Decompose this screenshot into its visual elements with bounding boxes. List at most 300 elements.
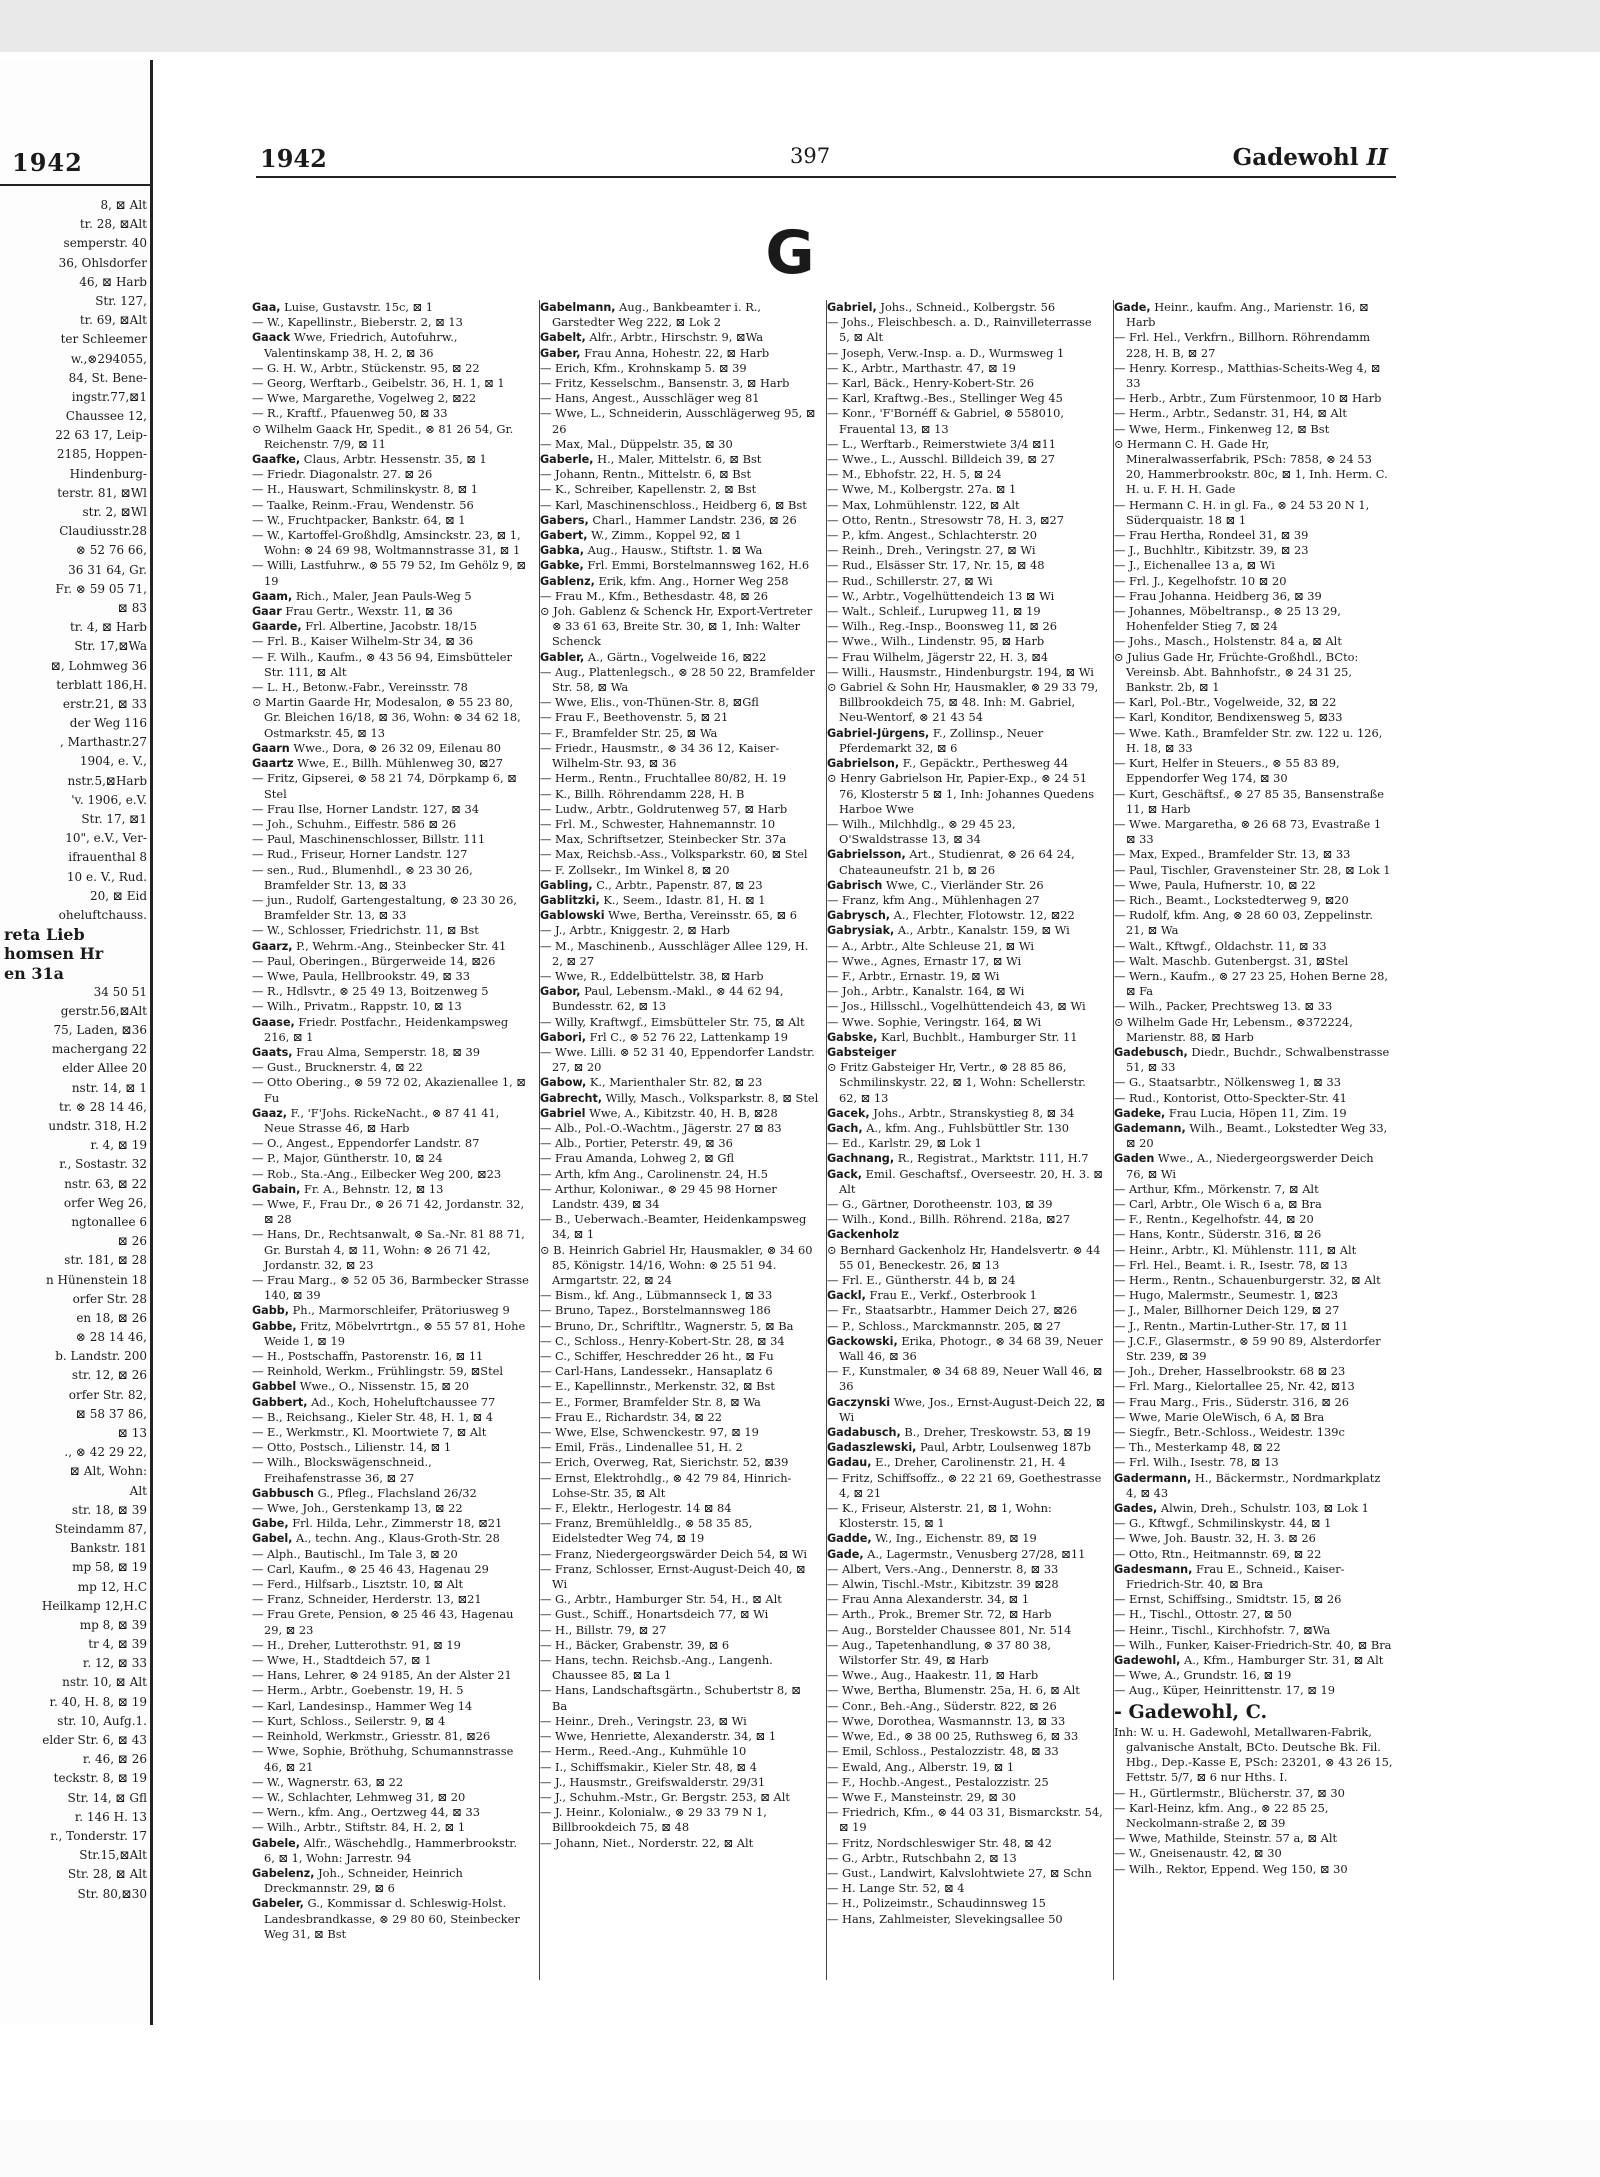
entry-details: — Wwe F., Mansteinstr. 29, ⊠ 30 — [827, 1789, 1017, 1804]
directory-entry — [252, 1440, 534, 1455]
column-4 — [1113, 300, 1396, 1980]
left-page-line: str. 12, ⊠ 26 — [71, 1368, 147, 1383]
directory-entry — [827, 1151, 1109, 1166]
entry-details: P., Wehrm.-Ang., Steinbecker Str. 41 — [292, 938, 507, 953]
directory-entry — [540, 650, 822, 665]
directory-entry — [252, 1562, 534, 1577]
directory-entry — [252, 604, 534, 619]
entry-details: R., Registrat., Marktstr. 111, H.7 — [894, 1151, 1089, 1166]
entry-details: — W., Arbtr., Vogelhüttendeich 13 ⊠ Wi — [827, 588, 1055, 603]
directory-entry — [540, 878, 822, 893]
left-page-line: ingstr.77,⊠1 — [71, 389, 147, 404]
directory-entry — [827, 1562, 1109, 1577]
directory-entry — [540, 558, 822, 573]
entry-details: — Franz, Schneider, Herderstr. 13, ⊠21 — [252, 1592, 482, 1607]
directory-entry — [1114, 999, 1396, 1014]
entry-surname: Gabka, — [540, 544, 584, 558]
directory-entry — [252, 1227, 534, 1273]
entry-details: — G., Kftwgf., Schmilinskystr. 44, ⊠ 1 — [1114, 1516, 1332, 1531]
entry-details: — Wwe, H., Stadtdeich 57, ⊠ 1 — [252, 1653, 432, 1668]
left-page-line: 34 50 51 — [93, 984, 147, 999]
entry-details: — Emil, Schloss., Pestalozzistr. 48, ⊠ 33 — [827, 1744, 1059, 1759]
entry-details: — W., Kartoffel-Großhdlg, Amsinckstr. 23, ⊠ 1, Wohn: ⊗ 24 69 98, Woltmannstrasse 31, ⊠ 1 — [252, 528, 521, 558]
entry-surname: Gablenz, — [540, 574, 595, 588]
left-page-line: 46, ⊠ Harb — [79, 274, 147, 289]
directory-entry — [540, 1501, 822, 1516]
directory-entry — [540, 1410, 822, 1425]
left-page-line: Str. 17,⊠Wa — [74, 639, 147, 654]
entry-surname: Gabsteiger — [827, 1045, 897, 1059]
entry-details: — Rob., Sta.-Ang., Eilbecker Weg 200, ⊠23 — [252, 1166, 502, 1181]
entry-details: — Friedrich, Kfm., ⊗ 44 03 31, Bismarckstr. 54, ⊠ 19 — [827, 1805, 1103, 1835]
directory-entry — [540, 482, 822, 497]
directory-entry — [827, 1395, 1109, 1425]
entry-surname: Gabow, — [540, 1076, 587, 1090]
entry-details: Frau E., Verkf., Osterbrook 1 — [865, 1288, 1037, 1303]
entry-details: — Kurt, Schloss., Seilerstr. 9, ⊠ 4 — [252, 1713, 446, 1728]
directory-entry — [827, 1623, 1109, 1638]
entry-details: — Konr., 'F'Bornéff & Gabriel, ⊗ 558010, Frauental 13, ⊠ 13 — [827, 406, 1065, 436]
directory-entry — [1114, 1410, 1396, 1425]
directory-entry — [252, 695, 534, 741]
directory-entry — [1114, 1623, 1396, 1638]
entry-details: — Wwe, Henriette, Alexanderstr. 34, ⊠ 1 — [540, 1729, 777, 1744]
entry-details: Wwe, A., Kibitzstr. 40, H. B, ⊠28 — [585, 1105, 778, 1120]
directory-entry — [540, 665, 822, 695]
directory-entry — [540, 437, 822, 452]
entry-details: F., 'F'Johs. RickeNacht., ⊗ 87 41 41, Neue Strasse 46, ⊠ Harb — [264, 1105, 500, 1135]
entry-details: — Fritz, Gipserei, ⊗ 58 21 74, Dörpkamp 6, ⊠ Stel — [252, 771, 517, 801]
entry-details: — Franz, Schlosser, Ernst-August-Deich 40, ⊠ Wi — [540, 1561, 806, 1592]
directory-entry — [1114, 361, 1396, 391]
entry-details: — Franz, Niedergeorgswärder Deich 54, ⊠ Wi — [540, 1546, 808, 1561]
entry-details: — Rich., Beamt., Lockstedterweg 9, ⊠20 — [1114, 892, 1349, 907]
directory-entry — [827, 756, 1109, 771]
entry-details: — Heinr., Dreh., Veringstr. 23, ⊠ Wi — [540, 1713, 747, 1728]
directory-entry — [827, 1790, 1109, 1805]
directory-entry — [827, 634, 1109, 649]
entry-details: — Wern., Kaufm., ⊗ 27 23 25, Hohen Berne 28, ⊠ Fa — [1114, 968, 1389, 999]
entry-surname: Gabrysiak, — [827, 924, 895, 938]
entry-surname: Gaa, — [252, 301, 281, 314]
left-page-line: ⊠, Lohmweg 36 — [50, 658, 147, 673]
directory-entry — [827, 1744, 1109, 1759]
entry-surname: Gaar — [252, 605, 282, 619]
entry-details: Alfr., Arbtr., Hirschstr. 9, ⊠Wa — [585, 330, 764, 345]
left-page-line: elder Allee 20 — [62, 1061, 147, 1076]
entry-details: — G., Gärtner, Dorotheenstr. 103, ⊠ 39 — [827, 1196, 1053, 1211]
entry-details: H., Bäckermstr., Nordmarkplatz 4, ⊠ 43 — [1126, 1470, 1381, 1500]
entry-details: — Wwe, Paula, Hellbrookstr. 49, ⊠ 33 — [252, 968, 470, 983]
entry-details: — Frau M., Kfm., Bethesdastr. 48, ⊠ 26 — [540, 588, 768, 603]
directory-entry — [827, 406, 1109, 436]
entry-details: — Max, Exped., Bramfelder Str. 13, ⊠ 33 — [1114, 847, 1351, 862]
directory-entry — [1114, 1227, 1396, 1242]
entry-surname: Gabelenz, — [252, 1866, 315, 1880]
directory-entry — [1114, 1425, 1396, 1440]
directory-entry — [540, 1471, 822, 1501]
running-title-name: Gadewohl — [1232, 144, 1359, 171]
directory-page — [160, 100, 1420, 2020]
directory-entry — [827, 939, 1109, 954]
directory-entry — [540, 695, 822, 710]
entry-details: — Wwe. Lilli. ⊗ 52 31 40, Eppendorfer Landstr. 27, ⊠ 20 — [540, 1044, 815, 1075]
entry-details: — Wwe, Joh. Baustr. 32, H. 3. ⊠ 26 — [1114, 1531, 1316, 1546]
entry-surname: Gaam, — [252, 589, 293, 603]
entry-surname: Gablowski — [540, 909, 605, 923]
entry-details: — J., Eichenallee 13 a, ⊠ Wi — [1114, 558, 1275, 573]
directory-entry — [252, 1167, 534, 1182]
entry-surname: Gablitzki, — [540, 893, 600, 907]
entry-details: — E., Werkmstr., Kl. Moortwiete 7, ⊠ Alt — [252, 1425, 487, 1440]
directory-entry — [827, 1896, 1109, 1911]
directory-entry — [252, 391, 534, 406]
entry-details: — J., Buchhltr., Kibitzstr. 39, ⊠ 23 — [1114, 543, 1309, 558]
directory-entry — [252, 1668, 534, 1683]
entry-surname: Gaase, — [252, 1015, 295, 1029]
directory-entry — [827, 1197, 1109, 1212]
left-page-line: w.,⊗294055, — [70, 351, 147, 366]
directory-entry — [827, 1167, 1109, 1197]
directory-entry — [1114, 1531, 1396, 1546]
directory-entry — [540, 1091, 822, 1106]
entry-details: — Wwe, Herm., Finkenweg 12, ⊠ Bst — [1114, 421, 1330, 436]
directory-entry — [540, 543, 822, 558]
directory-entry — [540, 1121, 822, 1136]
entry-surname: Gabel, — [252, 1532, 293, 1546]
left-page-line: terstr. 81, ⊠Wl — [57, 485, 147, 500]
directory-entry — [827, 1607, 1109, 1622]
directory-entry — [540, 467, 822, 482]
entry-surname: Gades, — [1114, 1502, 1158, 1516]
directory-entry — [252, 589, 534, 604]
entry-details: — H., Bäcker, Grabenstr. 39, ⊠ 6 — [540, 1637, 730, 1652]
entry-surname: Gadabusch, — [827, 1426, 901, 1440]
entry-surname: Gadermann, — [1114, 1471, 1192, 1485]
directory-entry — [1114, 422, 1396, 437]
entry-details: — Frl. J., Kegelhofstr. 10 ⊠ 20 — [1114, 573, 1287, 588]
entry-surname: Gaarz, — [252, 939, 293, 953]
left-page-line: Str. 127, — [95, 293, 147, 308]
directory-entry — [1114, 330, 1396, 360]
directory-entry — [827, 1015, 1109, 1030]
entry-surname: Gabske, — [827, 1030, 878, 1044]
directory-entry — [252, 1197, 534, 1227]
entry-details: — Gust., Schiff., Honartsdeich 77, ⊠ Wi — [540, 1607, 769, 1622]
entry-details: — Karl, Bäck., Henry-Kobert-Str. 26 — [827, 376, 1034, 391]
entry-details: ⊙ Wilhelm Gaack Hr, Spedit., ⊗ 81 26 54, Gr. Reichenstr. 7/9, ⊠ 11 — [252, 421, 514, 451]
left-neighbour-page — [0, 60, 153, 2025]
left-page-line: ⊠ 13 — [117, 1426, 147, 1440]
entry-details: — H., Polizeimstr., Schaudinnsweg 15 — [827, 1896, 1046, 1911]
directory-entry — [1114, 1364, 1396, 1379]
directory-entry — [540, 893, 822, 908]
directory-entry — [252, 467, 534, 482]
entry-details: — Paul, Maschinenschlosser, Billstr. 111 — [252, 832, 486, 847]
entry-details: — W., Schlachter, Lehmweg 31, ⊠ 20 — [252, 1789, 466, 1804]
directory-entry — [1114, 710, 1396, 725]
directory-entry — [1114, 1243, 1396, 1258]
entry-details: Paul, Arbtr, Loulsenweg 187b — [916, 1440, 1091, 1455]
directory-entry — [1114, 498, 1396, 528]
entry-details: — Wwe, Joh., Gerstenkamp 13, ⊠ 22 — [252, 1501, 463, 1516]
directory-entry — [252, 406, 534, 421]
firm-line: — H., Gürtlermstr., Blücherstr. 37, ⊠ 30 — [1114, 1785, 1345, 1800]
entry-surname: Gaaz, — [252, 1106, 288, 1120]
directory-entry — [827, 1440, 1109, 1455]
directory-entry — [252, 1592, 534, 1607]
entry-details: — Conr., Beh.-Ang., Süderstr. 822, ⊠ 26 — [827, 1698, 1057, 1713]
entry-details: — Hermann C. H. in gl. Fa., ⊗ 24 53 20 N 1, Süderquaistr. 18 ⊠ 1 — [1114, 497, 1370, 527]
entry-surname: Gaack — [252, 331, 291, 345]
entry-details: — P., Major, Güntherstr. 10, ⊠ 24 — [252, 1151, 443, 1166]
directory-entry — [252, 619, 534, 634]
directory-entry — [540, 1683, 822, 1713]
directory-entry — [1114, 908, 1396, 938]
directory-entry — [1114, 726, 1396, 756]
entry-details: — Ernst, Schiffsing., Smidtstr. 15, ⊠ 26 — [1114, 1592, 1342, 1607]
left-page-lines — [2, 196, 150, 1904]
directory-entry — [827, 1760, 1109, 1775]
entry-details: — Ludw., Arbtr., Goldrutenweg 57, ⊠ Harb — [540, 801, 788, 816]
entry-details: ⊙ Hermann C. H. Gade Hr, Mineralwasserfabrik, PSch: 7858, ⊗ 24 53 20, Hammerbrookstr. 80c, ⊠ 1, Inh. Herm. C. H. u. F. H. H. Gade — [1114, 436, 1388, 497]
entry-surname: Gabbusch — [252, 1486, 314, 1500]
directory-entry — [252, 1729, 534, 1744]
entry-details: Aug., Bankbeamter i. R., Garstedter Weg 222, ⊠ Lok 2 — [552, 300, 762, 330]
entry-details: ⊙ Joh. Gablenz & Schenck Hr, Export-Vertreter ⊗ 33 61 63, Breite Str. 30, ⊠ 1, Inh: Walter Schenck — [540, 604, 813, 649]
running-title-volume: II — [1366, 144, 1388, 171]
left-page-line: r. 146 H. 13 — [74, 1809, 147, 1824]
entry-details: Wwe, E., Billh. Mühlenweg 30, ⊠27 — [293, 756, 504, 771]
entry-details: — Fritz, Nordschleswiger Str. 48, ⊠ 42 — [827, 1835, 1052, 1850]
firm-line: Inh: W. u. H. Gadewohl, Metallwaren-Fabrik, galvanische Anstalt, BCto. Deutsche Bk. Fil. Hbg., Dep.-Kasse E, PSch: 23201, ⊗ 43 26 15, Fettstr. 5/7, ⊠ 6 nur Hths. I. — [1114, 1724, 1393, 1785]
directory-entry — [827, 1273, 1109, 1288]
entry-details: ⊙ Martin Gaarde Hr, Modesalon, ⊗ 55 23 80, Gr. Bleichen 16/18, ⊠ 36, Wohn: ⊗ 34 62 18, Ostmarkstr. 45, ⊠ 13 — [252, 695, 521, 740]
entry-details: — Wwe, Paula, Hufnerstr. 10, ⊠ 22 — [1114, 877, 1316, 892]
entry-details: — Herm., Arbtr., Sedanstr. 31, H4, ⊠ Alt — [1114, 406, 1347, 421]
entry-details: Ad., Koch, Hoheluftchaussee 77 — [307, 1394, 496, 1409]
directory-entry — [540, 1212, 822, 1242]
entry-details: Alfr., Wäschehdlg., Hammerbrookstr. 6, ⊠ 1, Wohn: Jarrestr. 94 — [264, 1835, 518, 1865]
entry-details: — Gust., Landwirt, Kalvslohtwiete 27, ⊠ Schn — [827, 1865, 1092, 1880]
directory-entry — [540, 787, 822, 802]
entry-details: — Wilh., Privatm., Rappstr. 10, ⊠ 13 — [252, 999, 462, 1014]
entry-details: — C., Schiffer, Heschredder 26 ht., ⊠ Fu — [540, 1349, 774, 1364]
entry-surname: Gaber, — [540, 346, 581, 360]
entry-details: — Wwe, Else, Schwenckestr. 97, ⊠ 19 — [540, 1425, 759, 1440]
directory-entry — [252, 1577, 534, 1592]
entry-details: — Frl. Wilh., Isestr. 78, ⊠ 13 — [1114, 1455, 1279, 1470]
directory-entry — [252, 1182, 534, 1197]
directory-entry — [827, 680, 1109, 726]
directory-entry — [1114, 863, 1396, 878]
entry-details: — jun., Rudolf, Gartengestaltung, ⊗ 23 30 26, Bramfelder Str. 13, ⊠ 33 — [252, 892, 518, 923]
firm-line: — Wwe, Mathilde, Steinstr. 57 a, ⊠ Alt — [1114, 1831, 1338, 1846]
entry-details: G., Pfleg., Flachsland 26/32 — [313, 1485, 477, 1500]
directory-entry — [252, 1607, 534, 1637]
entry-details: — Albert, Vers.-Ang., Dennerstr. 8, ⊠ 33 — [827, 1561, 1059, 1576]
directory-entry — [540, 1790, 822, 1805]
entry-details: — Wwe, L., Schneiderin, Ausschlägerweg 95, ⊠ 26 — [540, 406, 816, 436]
directory-entry — [540, 863, 822, 878]
entry-details: — Franz, Bremühleldlg., ⊗ 58 35 85, Eidelstedter Weg 74, ⊠ 19 — [540, 1516, 753, 1546]
entry-details: Erik, kfm. Ang., Horner Weg 258 — [594, 573, 789, 588]
directory-entry — [252, 1820, 534, 1835]
directory-entry — [252, 650, 534, 680]
entry-details: — Joh., Arbtr., Kanalstr. 164, ⊠ Wi — [827, 984, 1025, 999]
entry-details: — Herm., Rentn., Schauenburgerstr. 32, ⊠ Alt — [1114, 1273, 1381, 1287]
left-page-line: mp 8, ⊠ 39 — [79, 1617, 147, 1632]
entry-details: Frl. Albertine, Jacobstr. 18/15 — [301, 619, 477, 634]
left-page-line: tr. 69, ⊠Alt — [79, 313, 147, 328]
directory-entry — [540, 1836, 822, 1851]
entry-details: — Aug., Tapetenhandlung, ⊗ 37 80 38, Wilstorfer Str. 49, ⊠ Harb — [827, 1637, 1052, 1668]
directory-entry — [827, 1866, 1109, 1881]
entry-details: E., Dreher, Carolinenstr. 21, H. 4 — [871, 1455, 1066, 1470]
entry-details: Frl. Emmi, Borstelmannsweg 162, H.6 — [583, 558, 810, 573]
entry-details: — Walt. Maschb. Gutenbergst. 31, ⊠Stel — [1114, 953, 1349, 968]
directory-entry — [827, 1455, 1109, 1470]
entry-details: — Wwe. Margaretha, ⊗ 26 68 73, Evastraße 1 ⊠ 33 — [1114, 816, 1382, 847]
directory-entry — [1114, 300, 1396, 330]
scan-bottom-band — [0, 2120, 1600, 2177]
entry-details: — Wwe. Kath., Bramfelder Str. zw. 122 u. 126, H. 18, ⊠ 33 — [1114, 725, 1383, 755]
entry-details: — Wern., kfm. Ang., Oertzweg 44, ⊠ 33 — [252, 1805, 480, 1820]
entry-surname: Gabb, — [252, 1304, 289, 1318]
entry-details: — K., Schreiber, Kapellenstr. 2, ⊠ Bst — [540, 482, 757, 497]
left-page-line: r. 12, ⊠ 33 — [82, 1656, 147, 1671]
directory-entry — [1114, 1592, 1396, 1607]
directory-entry — [540, 513, 822, 528]
entry-details: — Fritz, Kesselschm., Bansenstr. 3, ⊠ Harb — [540, 376, 790, 391]
left-page-year: 1942 — [12, 148, 83, 177]
entry-details: — L., Werftarb., Reimerstwiete 3/4 ⊠11 — [827, 436, 1057, 451]
entry-details: — Henry. Korresp., Matthias-Scheits-Weg 4, ⊠ 33 — [1114, 360, 1381, 391]
entry-details: Ph., Marmorschleifer, Prätoriusweg 9 — [289, 1303, 510, 1318]
left-page-line: oheluftchauss. — [58, 907, 147, 922]
directory-entry — [252, 498, 534, 513]
entry-details: — P., Schloss., Marckmannstr. 205, ⊠ 27 — [827, 1318, 1061, 1333]
entry-surname: Gade, — [1114, 301, 1151, 314]
directory-entry — [252, 1395, 534, 1410]
entry-details: — Carl, Kaufm., ⊗ 25 46 43, Hagenau 29 — [252, 1561, 489, 1576]
directory-entry — [540, 1106, 822, 1121]
entry-details: A., Kfm., Hamburger Str. 31, ⊠ Alt — [1180, 1653, 1384, 1668]
directory-entry — [1114, 437, 1396, 498]
directory-entry — [540, 1303, 822, 1318]
directory-entry — [252, 1015, 534, 1045]
directory-entry — [827, 619, 1109, 634]
directory-entry — [827, 923, 1109, 938]
directory-entry — [827, 1668, 1109, 1683]
directory-entry — [540, 1151, 822, 1166]
left-page-line: 36, Ohlsdorfer — [58, 255, 147, 270]
entry-surname: Gabor, — [540, 985, 581, 999]
directory-entry — [252, 513, 534, 528]
entry-details: ⊙ Gabriel & Sohn Hr, Hausmakler, ⊗ 29 33 79, Billbrookdeich 75, ⊠ 48. Inh: M. Gabriel, Neu-Wentorf, ⊗ 21 43 54 — [827, 680, 1099, 725]
entry-details: — Frau F., Beethovenstr. 5, ⊠ 21 — [540, 710, 729, 725]
entry-details: — Wwe., Aug., Haakestr. 11, ⊠ Harb — [827, 1668, 1039, 1683]
entry-details: — Frl. Hel., Verkfrn., Billhorn. Röhrendamm 228, H. B, ⊠ 27 — [1114, 330, 1371, 360]
left-page-line: str. 181, ⊠ 28 — [64, 1253, 147, 1268]
directory-entry — [1114, 1197, 1396, 1212]
directory-entry — [827, 1471, 1109, 1501]
directory-entry — [252, 756, 534, 771]
directory-entry — [252, 1455, 534, 1485]
directory-entry — [1114, 1258, 1396, 1273]
entry-details: — Frau Marg., Fris., Süderstr. 316, ⊠ 26 — [1114, 1394, 1349, 1409]
directory-entry — [827, 1714, 1109, 1729]
directory-entry — [540, 817, 822, 832]
directory-entry — [252, 832, 534, 847]
entry-details: — Rud., Friseur, Horner Landstr. 127 — [252, 847, 468, 862]
entry-details: B., Dreher, Treskowstr. 53, ⊠ 19 — [900, 1425, 1091, 1440]
directory-entry — [827, 1045, 1109, 1060]
entry-details: F., Gepäcktr., Perthesweg 44 — [899, 756, 1069, 771]
entry-details: — O., Angest., Eppendorfer Landstr. 87 — [252, 1136, 480, 1151]
entry-details: A., Lagermstr., Venusberg 27/28, ⊠11 — [863, 1546, 1086, 1561]
directory-entry — [1114, 1547, 1396, 1562]
directory-entry — [827, 1638, 1109, 1668]
entry-details: — Karl, Landesinsp., Hammer Weg 14 — [252, 1698, 473, 1713]
entry-details: — E., Kapellinnstr., Merkenstr. 32, ⊠ Bst — [540, 1379, 775, 1394]
entry-details: — Wwe, Margarethe, Vogelweg 2, ⊠22 — [252, 391, 477, 406]
directory-entry — [827, 558, 1109, 573]
entry-details: Erika, Photogr., ⊗ 34 68 39, Neuer Wall 46, ⊠ 36 — [839, 1333, 1103, 1364]
directory-entry — [540, 1045, 822, 1075]
entry-details: Johs., Arbtr., Stranskystieg 8, ⊠ 34 — [869, 1105, 1075, 1120]
directory-entry — [252, 1714, 534, 1729]
directory-entry — [827, 908, 1109, 923]
directory-entry — [1114, 1334, 1396, 1364]
entry-surname: Gadeke, — [1114, 1106, 1166, 1120]
left-page-line: 22 63 17, Leip- — [55, 428, 147, 443]
directory-entry — [1114, 1455, 1396, 1470]
entry-details: — Karl, Konditor, Bendixensweg 5, ⊠33 — [1114, 710, 1343, 725]
entry-details: — Otto Obering., ⊗ 59 72 02, Akazienallee 1, ⊠ Fu — [252, 1075, 526, 1105]
entry-details: — Gust., Brucknerstr. 4, ⊠ 22 — [252, 1060, 423, 1075]
directory-entry — [252, 528, 534, 558]
entry-details: — Wilh., Kond., Billh. Röhrend. 218a, ⊠27 — [827, 1212, 1071, 1227]
directory-entry — [252, 1699, 534, 1714]
directory-entry — [827, 1592, 1109, 1607]
directory-entry — [540, 710, 822, 725]
directory-entry — [827, 1121, 1109, 1136]
left-page-line: undstr. 318, H.2 — [48, 1119, 147, 1133]
left-page-line: ⊠ 26 — [117, 1234, 147, 1249]
entry-details: — L. H., Betonw.-Fabr., Vereinsstr. 78 — [252, 680, 468, 695]
entry-surname: Gackl, — [827, 1289, 866, 1303]
entry-details: — Karl, Kraftwg.-Bes., Stellinger Weg 45 — [827, 391, 1063, 406]
left-page-line: Str.15,⊠Alt — [79, 1848, 147, 1863]
entry-surname: Gackowski, — [827, 1334, 898, 1348]
directory-entry — [252, 1805, 534, 1820]
directory-entry — [252, 422, 534, 452]
running-title — [1233, 144, 1388, 171]
entry-details: — Max, Reichsb.-Ass., Volksparkstr. 60, ⊠ Stel — [540, 847, 808, 862]
firm-title: - Gadewohl, C. — [1114, 1700, 1268, 1723]
entry-details: ⊙ B. Heinrich Gabriel Hr, Hausmakler, ⊗ 34 60 85, Königstr. 14/16, Wohn: ⊗ 25 51 94. Armgartstr. 22, ⊠ 24 — [540, 1242, 813, 1287]
entry-details: — Willi., Hausmstr., Hindenburgstr. 194, ⊠ Wi — [827, 664, 1094, 679]
directory-entry — [827, 878, 1109, 893]
directory-entry — [827, 1547, 1109, 1562]
left-page-line: Claudiusstr.28 — [59, 524, 147, 539]
entry-details: G., Kommissar d. Schleswig-Holst. Landesbrandkasse, ⊗ 29 80 60, Steinbecker Weg 31, ⊠ Bst — [264, 1896, 520, 1941]
entry-details: — Wwe. Sophie, Veringstr. 164, ⊠ Wi — [827, 1014, 1042, 1029]
directory-entry — [540, 1030, 822, 1045]
left-page-line: nstr.5,⊠Harb — [67, 773, 147, 788]
entry-details: — Wilh., Reg.-Insp., Boonsweg 11, ⊠ 26 — [827, 619, 1057, 634]
